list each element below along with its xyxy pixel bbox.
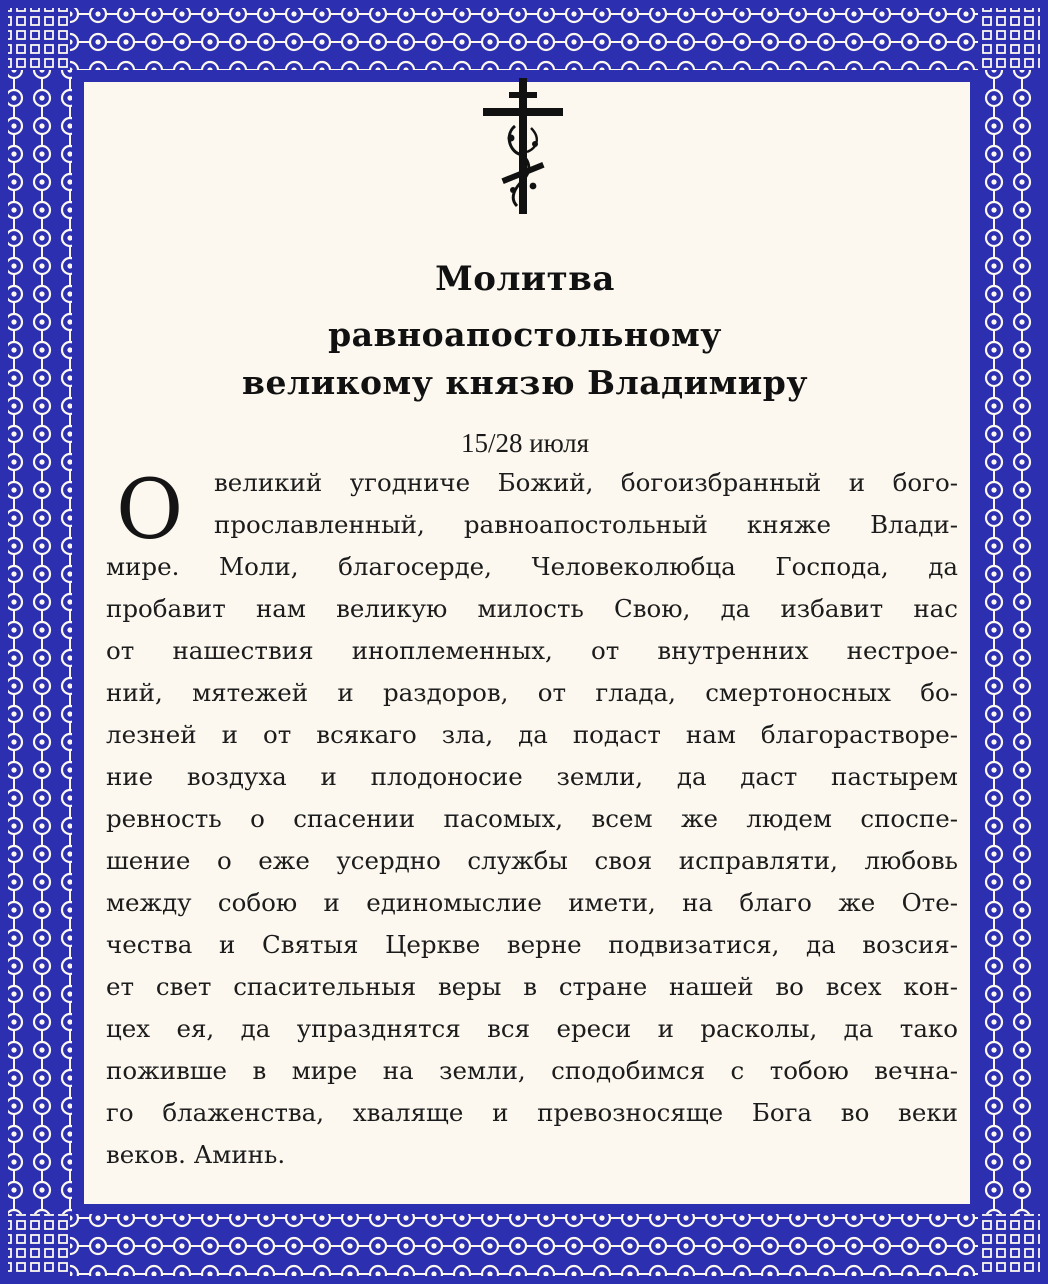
prayer-line: лезней и от всякаго зла, да подаст нам благорастворе- xyxy=(106,720,958,749)
prayer-line: мире. Моли, благосерде, Человеколюбца Господа, да xyxy=(106,552,958,581)
prayer-line: ревность о спасении пасомых, всем же людем споспе- xyxy=(106,804,958,833)
prayer-line: веков. Аминь. xyxy=(106,1140,286,1169)
prayer-line: великий угодниче Божий, богоизбранный и бого- xyxy=(214,468,958,497)
title-line-3: великому князю Владимиру xyxy=(242,363,808,402)
prayer-line: ний, мятежей и раздоров, от глада, смертоносных бо- xyxy=(106,678,958,707)
prayer-line: поживше в мире на земли, сподобимся с тобою вечна- xyxy=(106,1056,958,1085)
prayer-line: шение о еже усердно службы своя исправляти, любовь xyxy=(106,846,958,875)
prayer-line: го блаженства, хваляще и превозносяще Бога во веки xyxy=(106,1098,958,1127)
prayer-line: от нашествия иноплеменных, от внутренних нестрое- xyxy=(106,636,958,665)
prayer-line: пробавит нам великую милость Свою, да избавит нас xyxy=(106,594,958,623)
prayer-line: чества и Святыя Церкве верне подвизатися, да возсия- xyxy=(106,930,958,959)
drop-cap: О xyxy=(116,463,184,558)
prayer-line: ет свет спасительныя веры в стране нашей во всех кон- xyxy=(106,972,958,1001)
feast-date: 15/28 июля xyxy=(460,428,590,458)
orthodox-cross-icon xyxy=(475,78,571,214)
prayer-line: ние воздуха и плодоносие земли, да даст пастырем xyxy=(106,762,958,791)
title-line-2: равноапостольному xyxy=(328,315,722,354)
prayer-line: между собою и единомыслие имети, на благо же Оте- xyxy=(106,888,958,917)
prayer-line: цех ея, да упразднятся вся ереси и расколы, да тако xyxy=(106,1014,958,1043)
prayer-line: прославленный, равноапостольный княже Влади- xyxy=(214,510,958,539)
title-line-1: Молитва xyxy=(435,259,615,299)
